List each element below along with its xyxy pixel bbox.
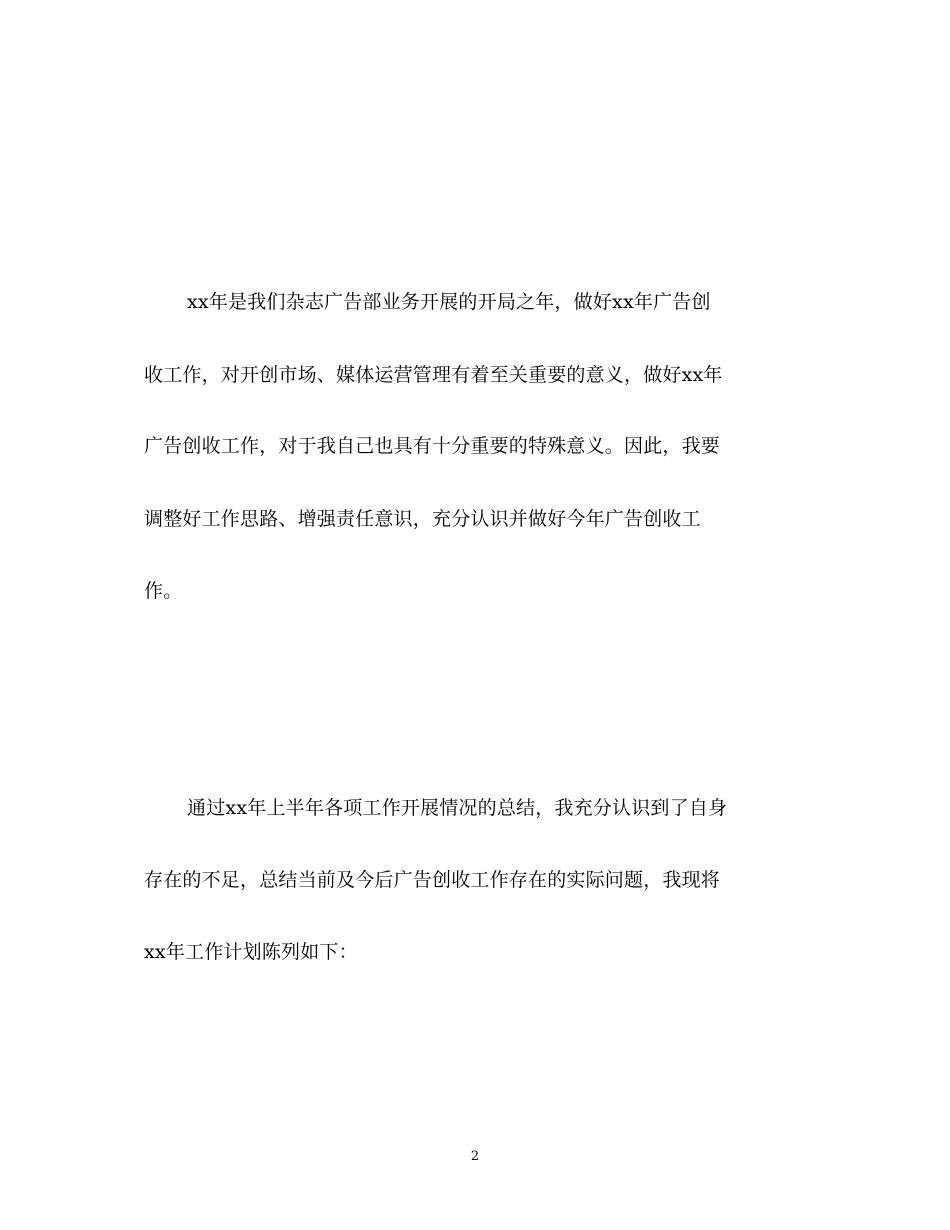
paragraph-1-line-1: xx年是我们杂志广告部业务开展的开局之年，做好xx年广告创 [187, 291, 711, 313]
paragraph-2-line-1: 通过xx年上半年各项工作开展情况的总结，我充分认识到了自身 [187, 797, 728, 819]
paragraph-2-line-2: 存在的不足，总结当前及今后广告创收工作存在的实际问题，我现将 [144, 869, 721, 891]
paragraph-1-line-4: 调整好工作思路、增强责任意识，充分认识并做好今年广告创收工 [144, 508, 701, 530]
paragraph-1-line-5: 作。 [144, 580, 183, 602]
page-number: 2 [470, 1149, 480, 1164]
paragraph-2-line-3: xx年工作计划陈列如下： [144, 941, 358, 963]
paragraph-1-line-2: 收工作，对开创市场、媒体运营管理有着至关重要的意义，做好xx年 [144, 364, 723, 386]
paragraph-1-line-3: 广告创收工作，对于我自己也具有十分重要的特殊意义。因此，我要 [144, 435, 721, 457]
